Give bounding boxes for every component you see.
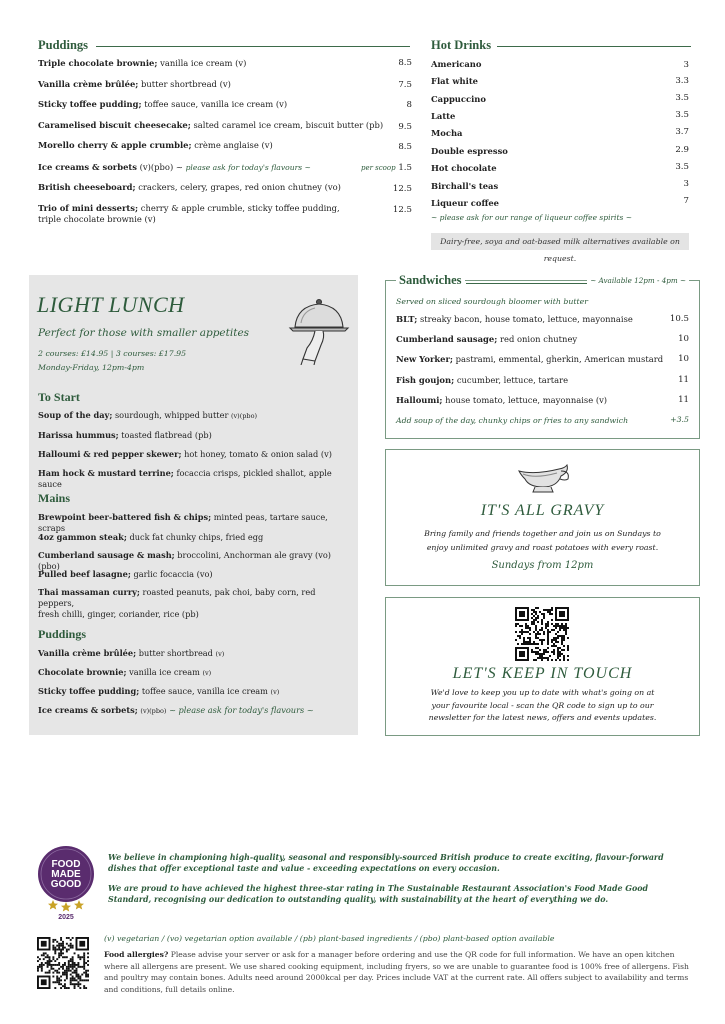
drink-price: 3	[683, 179, 689, 189]
newsletter-qr-code[interactable]	[515, 607, 569, 661]
cloche-icon	[287, 293, 353, 365]
menu-item: Sticky toffee pudding; toffee sauce, vanilla ice cream (v)	[38, 686, 280, 696]
drink-item: Cappuccino	[431, 94, 486, 104]
milk-alternatives-note: Dairy-free, soya and oat-based milk alternatives available on request.	[431, 233, 689, 250]
badge-text: MADE	[51, 869, 81, 880]
drink-item: Latte	[431, 111, 456, 121]
menu-price: 8.5	[398, 142, 412, 152]
menu-price: 12.5	[392, 184, 412, 194]
divider	[466, 283, 604, 284]
food-made-good-badge	[36, 844, 96, 920]
mains-heading: Mains	[38, 491, 71, 505]
sandwich-addon: Add soup of the day, chunky chips or fries to any sandwich	[396, 416, 629, 425]
light-lunch-subtitle: Perfect for those with smaller appetites	[38, 327, 250, 339]
menu-item: Halloumi; house tomato, lettuce, mayonnaise (v)	[396, 395, 608, 405]
badge-year: 2025	[58, 914, 74, 920]
sandwiches-section	[385, 273, 700, 439]
sustainability-statement: We are proud to have achieved the highest three-star rating in The Sustainable Restaurant Association's Food Made Good Standard, recognising our dedication to outstanding quality, with sustainability at the heart of everything we do.	[108, 884, 649, 904]
puddings-section	[38, 36, 412, 226]
menu-item: 4oz gammon steak; duck fat chunky chips, fried egg	[38, 532, 264, 542]
menu-item: Vanilla crème brûlée; butter shortbread (v)	[38, 79, 231, 89]
menu-item: Halloumi & red pepper skewer; hot honey, tomato & onion salad (v)	[38, 449, 332, 459]
menu-price: 11	[678, 375, 689, 385]
newsletter-description: We'd love to keep you up to date with what's going on at your favourite local - scan the QR code to sign up to our newsletter for the latest news, offers and events updates.	[428, 688, 657, 722]
menu-item: Soup of the day; sourdough, whipped butter (v)(pbo)	[38, 410, 258, 420]
menu-price: 8	[406, 100, 412, 110]
divider	[96, 46, 410, 47]
menu-price: 9.5	[398, 122, 412, 132]
menu-price: per scoop 1.5	[360, 163, 412, 173]
menu-item: Pulled beef lasagne; garlic focaccia (vo)	[38, 569, 213, 579]
drink-price: 3.5	[675, 93, 689, 103]
to-start-heading: To Start	[38, 390, 80, 404]
drink-price: 3.3	[675, 76, 689, 86]
sandwich-addon-price: +3.5	[670, 415, 689, 424]
menu-item: Ice creams & sorbets; (v)(pbo) ~ please ask for today's flavours ~	[38, 705, 314, 715]
newsletter-title: LET'S KEEP IN TOUCH	[452, 665, 633, 682]
menu-price: 11	[678, 395, 689, 405]
menu-item: New Yorker; pastrami, emmental, gherkin, American mustard	[396, 354, 664, 364]
hot-drinks-heading: Hot Drinks	[431, 38, 492, 52]
menu-item: Trio of mini desserts; cherry & apple crumble, sticky toffee pudding, triple chocolate brownie (v)	[38, 203, 340, 224]
menu-item: Sticky toffee pudding; toffee sauce, vanilla ice cream (v)	[38, 99, 288, 109]
drink-item: Hot chocolate	[431, 163, 497, 173]
menu-item: Vanilla crème brûlée; butter shortbread (v)	[38, 648, 225, 658]
gravy-boat-icon	[515, 459, 571, 497]
menu-price: 12.5	[392, 205, 412, 215]
menu-item: British cheeseboard; crackers, celery, grapes, red onion chutney (vo)	[38, 182, 341, 192]
menu-price: 10	[678, 354, 689, 364]
drink-price: 3.5	[675, 110, 689, 120]
menu-item: Chocolate brownie; vanilla ice cream (v)	[38, 667, 212, 677]
menu-item: Fish goujon; cucumber, lettuce, tartare	[396, 375, 569, 385]
drink-price: 3.5	[675, 162, 689, 172]
lunch-times: Monday-Friday, 12pm-4pm	[38, 363, 145, 372]
served-note: Served on sliced sourdough bloomer with butter	[396, 297, 588, 306]
sandwich-availability: ~ Available 12pm - 4pm ~	[587, 276, 689, 285]
allergy-notice: Food allergies? Please advise your server or ask for a manager before ordering and use the QR code for full information. We have an open kitchen where all allergens are present. We use shared cooking equipment, including fryers, so we are unable to guarantee food is 100% free of allergens. Fish and poultry may contain bones. Adults need around 2000kcal per day. Prices include VAT at the current rate. All offers subject to availability and terms and conditions, full details online.	[104, 950, 689, 994]
newsletter-promo	[385, 597, 700, 736]
drink-item: Birchall's teas	[431, 181, 499, 191]
drink-price: 7	[683, 196, 689, 206]
light-lunch-panel	[29, 275, 358, 735]
hot-drinks-section	[431, 36, 691, 263]
menu-item: Ham hock & mustard terrine; focaccia crisps, pickled shallot, apple sauce	[38, 468, 332, 489]
sandwiches-heading: Sandwiches	[396, 273, 465, 288]
gravy-promo	[385, 449, 700, 586]
menu-item: Ice creams & sorbets (v)(pbo) ~ please ask for today's flavours ~	[38, 162, 311, 172]
menu-item: BLT; streaky bacon, house tomato, lettuce, mayonnaise	[396, 314, 633, 324]
badge-text: FOOD	[51, 859, 81, 870]
light-lunch-title: LIGHT LUNCH	[37, 292, 185, 317]
dietary-legend: (v) vegetarian / (vo) vegetarian option available / (pb) plant-based ingredients / (pbo) plant-based option available	[104, 934, 555, 943]
liqueur-note: ~ please ask for our range of liqueur coffee spirits ~	[431, 213, 632, 222]
gravy-title: IT'S ALL GRAVY	[480, 502, 605, 519]
menu-item: Cumberland sausage & mash; broccolini, Anchorman ale gravy (vo)(pbo)	[38, 550, 331, 571]
drink-item: Flat white	[431, 76, 479, 86]
drink-price: 3.7	[675, 127, 689, 137]
menu-price: 10	[678, 334, 689, 344]
menu-item: Harissa hummus; toasted flatbread (pb)	[38, 430, 212, 440]
menu-item: Morello cherry & apple crumble; crème anglaise (v)	[38, 140, 273, 150]
drink-price: 2.9	[675, 145, 689, 155]
menu-item: Triple chocolate brownie; vanilla ice cream (v)	[38, 58, 247, 68]
menu-price: 7.5	[398, 80, 412, 90]
gravy-time: Sundays from 12pm	[491, 560, 594, 571]
menu-item: Brewpoint beer-battered fish & chips; minted peas, tartare sauce, scraps	[38, 512, 328, 533]
menu-price: 8.5	[398, 58, 412, 68]
menu-item: Cumberland sausage; red onion chutney	[396, 334, 578, 344]
drink-item: Americano	[431, 59, 482, 69]
menu-price: 10.5	[669, 314, 689, 324]
gravy-description: Bring family and friends together and join us on Sundays to enjoy unlimited gravy and roast potatoes with every roast.	[424, 529, 661, 552]
drink-item: Mocha	[431, 128, 463, 138]
puddings-heading: Puddings	[38, 627, 87, 641]
course-prices: 2 courses: £14.95 | 3 courses: £17.95	[38, 349, 187, 358]
badge-text: GOOD	[50, 879, 82, 890]
drink-item: Liqueur coffee	[431, 198, 499, 208]
menu-item: Thai massaman curry; roasted peanuts, pak choi, baby corn, red peppers, fresh chilli, ginger, coriander, rice (pb)	[38, 587, 316, 619]
drink-item: Double espresso	[431, 146, 508, 156]
allergen-qr-code[interactable]	[37, 937, 89, 989]
sourcing-statement: We believe in championing high-quality, seasonal and responsibly-sourced British produce to create exciting, flavour-forward dishes that offer exceptional taste and value - exceeding expectations on every occasion.	[108, 853, 664, 873]
menu-item: Caramelised biscuit cheesecake; salted caramel ice cream, biscuit butter (pb)	[38, 120, 384, 130]
divider	[497, 46, 691, 47]
drink-price: 3	[683, 60, 689, 70]
puddings-heading: Puddings	[38, 38, 89, 52]
